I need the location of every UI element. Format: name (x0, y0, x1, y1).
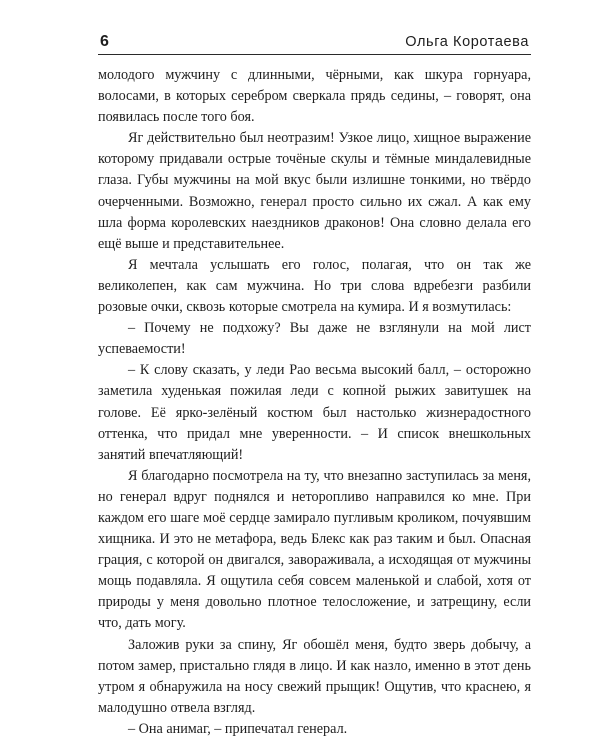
body-text (98, 65, 531, 740)
paragraph: молодого мужчину с длинными, чёрными, как шкура горнуара, волосами, в которых серебром сверкала прядь седины, – говорят, она появилась после того боя. (98, 67, 531, 126)
paragraph: Заложив руки за спину, Яг обошёл меня, будто зверь добычу, а потом замер, пристально глядя в лицо. И как назло, именно в этот день утром я обнаружила на носу свежий прыщик! Ощутив, что краснею, я малодушно отвела взгляд. (98, 636, 531, 716)
paragraph: – Она анимаг, – припечатал генерал. (128, 720, 348, 737)
author-name: Ольга Коротаева (405, 34, 529, 50)
paragraph: – К слову сказать, у леди Рао весьма высокий балл, – осторожно заметила худенькая пожилая леди с копной рыжих завитушек на голове. Её ярко-зелёный костюм был настолько жизнерадостного оттенка, что придал мне уверенности. – И список внешкольных занятий впечатляющий! (98, 362, 531, 463)
book-page (98, 26, 531, 740)
page-number: 6 (100, 33, 110, 50)
paragraph: Я благодарно посмотрела на ту, что внезапно заступилась за меня, но генерал вдруг поднялся и неторопливо направился ко мне. При каждом его шаге моё сердце замирало пугливым кроликом, почуявшим хищника. И это не метафора, ведь Блекс как раз таким и был. Опасная грация, с которой он двигался, завораживала, а исходящая от мужчины мощь подавляла. Я ощутила себя совсем маленькой и слабой, хотя от природы у меня довольно плотное телосложение, и затрещину, если что, дать могу. (98, 467, 531, 632)
running-header (98, 26, 531, 55)
paragraph: – Почему не подхожу? Вы даже не взглянули на мой лист успеваемости! (98, 320, 531, 358)
paragraph: Я мечтала услышать его голос, полагая, что он так же великолепен, как сам мужчина. Но три слова вдребезги разбили розовые очки, сквозь которые смотрела на кумира. И я возмутилась: (98, 256, 531, 316)
paragraph: Яг действительно был неотразим! Узкое лицо, хищное выражение которому придавали острые точёные скулы и тёмные миндалевидные глаза. Губы мужчины на мой вкус были излишне тонкими, но твёрдо очерченными. Возможно, генерал просто сильно их сжал. А как ему шла форма королевских наездников драконов! Она словно делала его ещё выше и представительнее. (98, 130, 531, 252)
